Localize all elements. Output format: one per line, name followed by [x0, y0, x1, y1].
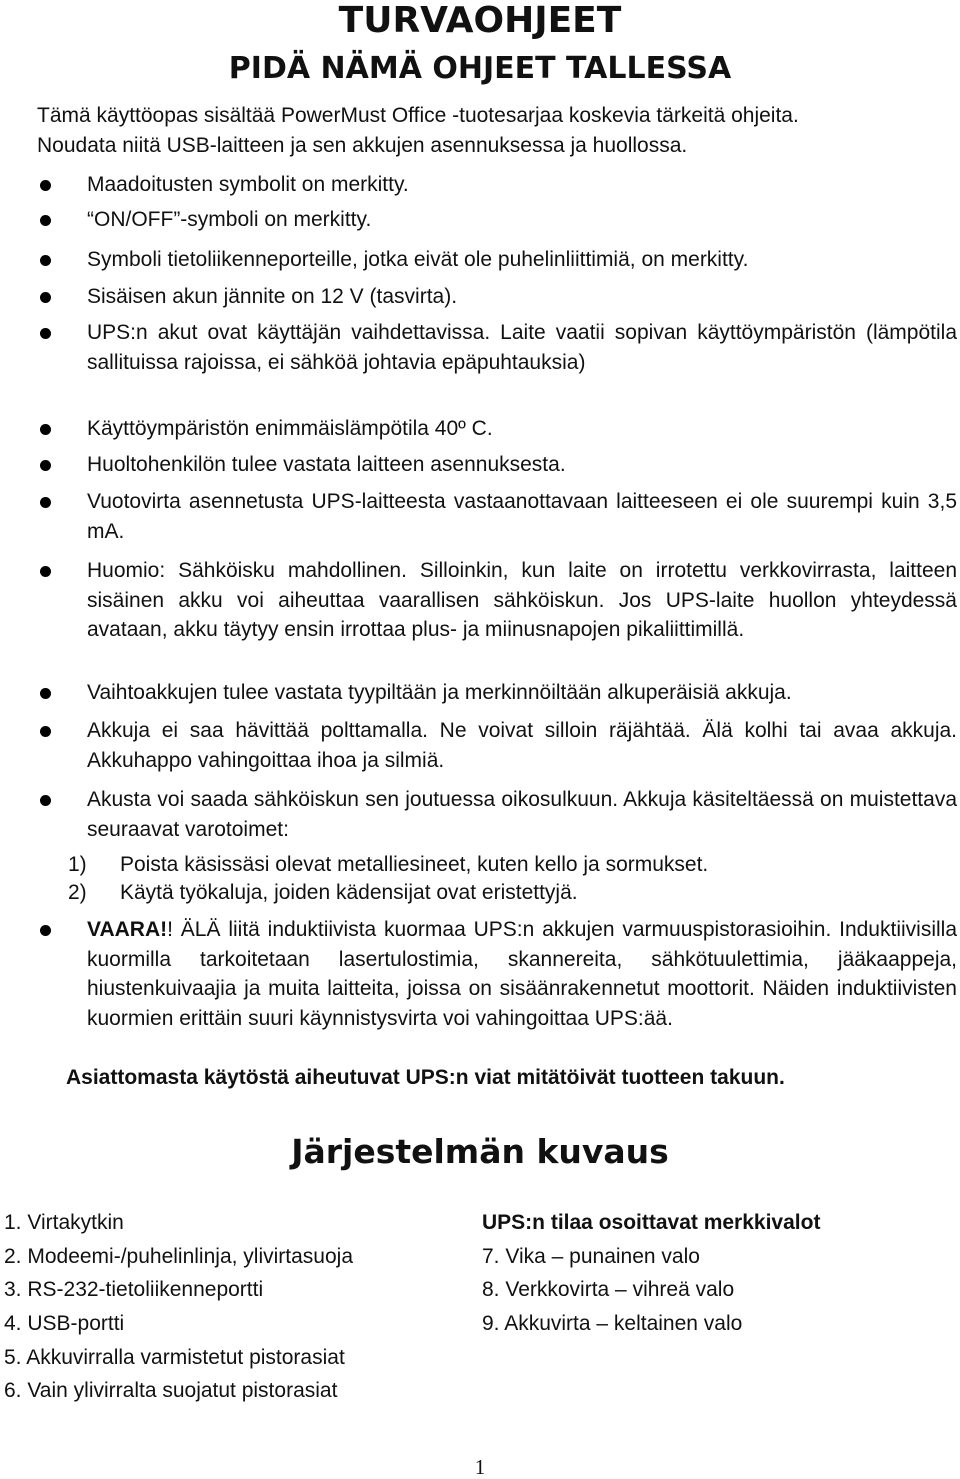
bullet-text: Sisäisen akun jännite on 12 V (tasvirta). [87, 285, 458, 308]
list-item-text: Poista käsissäsi olevat metalliesineet, kuten kello ja sormukset. [120, 853, 709, 876]
bullet-text: Käyttöympäristön enimmäislämpötila 40º C. [87, 417, 493, 440]
danger-label: VAARA! [87, 918, 168, 941]
bullet-icon [40, 795, 51, 806]
bullet-text: Akkuja ei saa hävittää polttamalla. Ne voivat silloin räjähtää. Älä kolhi tai avaa akkuja. Akkuhappo vahingoittaa ihoa ja silmiä. [87, 719, 957, 772]
bullet-text: Akusta voi saada sähköiskun sen joutuessa oikosulkuun. Akkuja käsiteltäessä on muistettava seuraavat varotoimet: [87, 788, 957, 841]
bullet-icon [40, 497, 51, 508]
list-item: 7. Vika – punainen valo [482, 1245, 700, 1268]
bullet-icon [40, 292, 51, 303]
page-subtitle: PIDÄ NÄMÄ OHJEET TALLESSA [228, 51, 732, 86]
list-item: 1. Virtakytkin [4, 1211, 124, 1234]
bullet-text: Vaihtoakkujen tulee vastata tyypiltään ja merkinnöiltään alkuperäisiä akkuja. [87, 681, 792, 704]
page-number: 1 [474, 1455, 486, 1479]
bullet-icon [40, 255, 51, 266]
list-item: 9. Akkuvirta – keltainen valo [482, 1312, 743, 1335]
bullet-icon [40, 726, 51, 737]
list-item: 2. Modeemi-/puhelinlinja, ylivirtasuoja [4, 1245, 354, 1268]
bullet-text: Huomio: Sähköisku mahdollinen. Silloinkin, kun laite on irrotettu verkkovirrasta, laitteen sisäinen akku voi aiheuttaa vaarallisen sähköiskun. Jos UPS-laite huollon yhteydessä avataan, akku täytyy ensin irrottaa plus- ja miinusnapojen pikaliittimillä. [87, 559, 957, 641]
warranty-note: Asiattomasta käytöstä aiheutuvat UPS:n viat mitätöivät tuotteen takuun. [66, 1066, 785, 1089]
indicator-heading: UPS:n tilaa osoittavat merkkivalot [482, 1211, 821, 1234]
list-number: 2) [68, 881, 87, 904]
intro-line-2: Noudata niitä USB-laitteen ja sen akkujen asennuksessa ja huollossa. [37, 134, 688, 157]
list-item-text: Käytä työkaluja, joiden kädensijat ovat eristettyjä. [120, 881, 578, 904]
bullet-icon [40, 424, 51, 435]
bullet-text: Vuotovirta asennetusta UPS-laitteesta vastaanottavaan laitteeseen ei ole suurempi kuin 3,5 mA. [87, 490, 957, 543]
danger-body: ! ÄLÄ liitä induktiivista kuormaa UPS:n akkujen varmuuspistorasioihin. Induktiivisilla kuormilla tarkoitetaan lasertulostimia, skannereita, sähkötuulettimia, jääkaappeja, hiustenkuivaajia ja muita laitteita, joissa on sisäänrakennetut moottorit. Näiden induktiivisten kuormien erittäin suuri käynnistysvirta voi vahingoittaa UPS:ää. [87, 918, 957, 1030]
bullet-icon [40, 328, 51, 339]
list-item: 6. Vain ylivirralta suojatut pistorasiat [4, 1379, 338, 1402]
bullet-text: Symboli tietoliikenneporteille, jotka eivät ole puhelinliittimiä, on merkitty. [87, 248, 749, 271]
bullet-icon [40, 566, 51, 577]
section-title: Järjestelmän kuvaus [291, 1132, 669, 1171]
bullet-icon [40, 180, 51, 191]
danger-text [87, 915, 957, 1033]
list-item: 5. Akkuvirralla varmistetut pistorasiat [4, 1346, 345, 1369]
bullet-icon [40, 460, 51, 471]
intro-line-1: Tämä käyttöopas sisältää PowerMust Office -tuotesarjaa koskevia tärkeitä ohjeita. [37, 104, 799, 127]
list-item: 3. RS-232-tietoliikenneportti [4, 1278, 264, 1301]
list-number: 1) [68, 853, 87, 876]
bullet-text: Huoltohenkilön tulee vastata laitteen asennuksesta. [87, 453, 566, 476]
bullet-icon [40, 688, 51, 699]
page-title: TURVAOHJEET [338, 0, 622, 41]
bullet-icon [40, 925, 51, 936]
bullet-icon [40, 215, 51, 226]
list-item: 8. Verkkovirta – vihreä valo [482, 1278, 735, 1301]
bullet-text: Maadoitusten symbolit on merkitty. [87, 173, 409, 196]
bullet-text: “ON/OFF”-symboli on merkitty. [87, 208, 372, 231]
bullet-text: UPS:n akut ovat käyttäjän vaihdettavissa. Laite vaatii sopivan käyttöympäristön (lämpötila sallituissa rajoissa, ei sähköä johtavia epäpuhtauksia) [87, 321, 957, 374]
list-item: 4. USB-portti [4, 1312, 125, 1335]
